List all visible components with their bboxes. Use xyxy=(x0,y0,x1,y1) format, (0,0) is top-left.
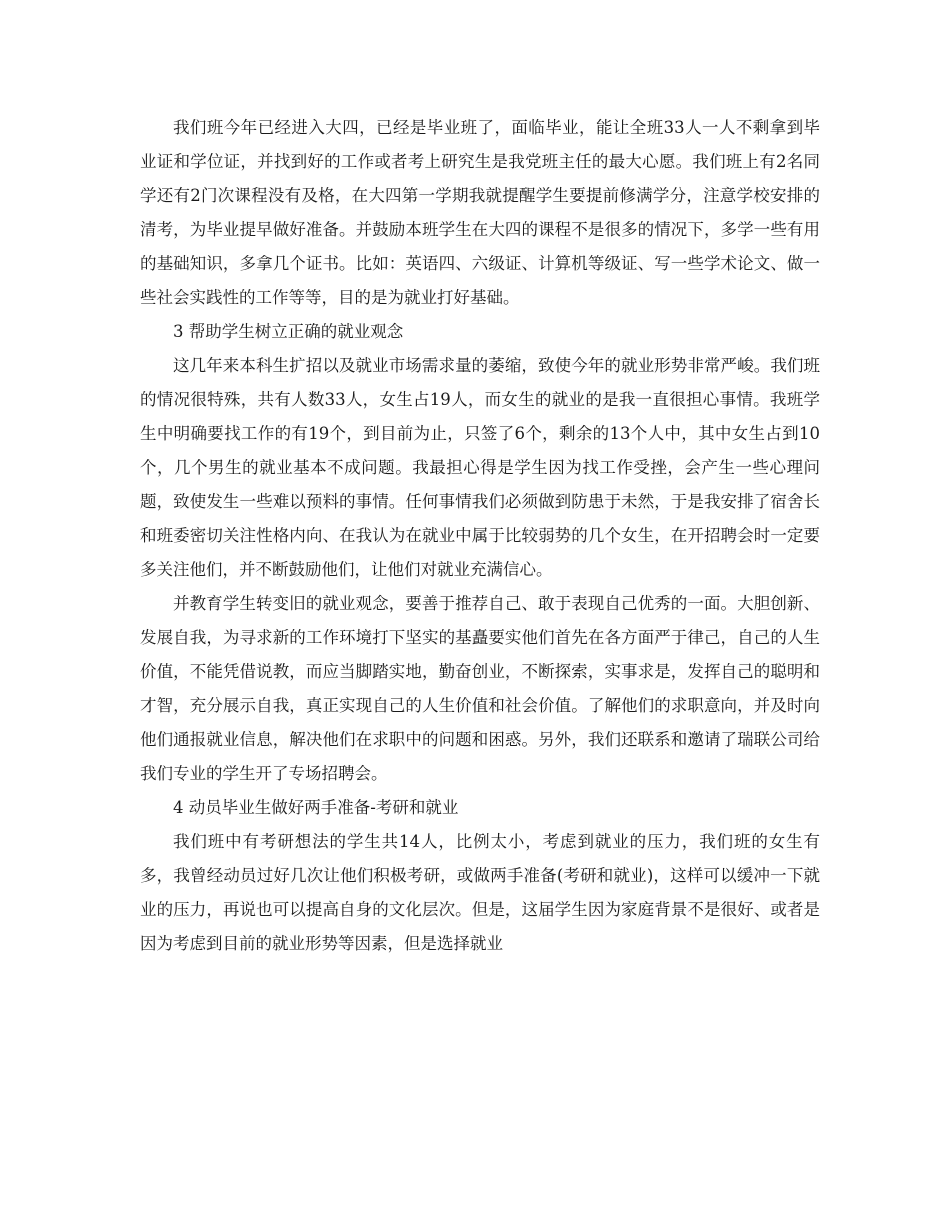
paragraph-employment-concept: 并教育学生转变旧的就业观念，要善于推荐自己、敢于表现自己优秀的一面。大胆创新、发展自我，为寻求新的工作环境打下坚实的基矗要实他们首先在各方面严于律己，自己的人生价值，不能凭借说教，而应当脚踏实地，勤奋创业，不断探索，实事求是，发挥自己的聪明和才智，充分展示自我，真正实现自己的人生价值和社会价值。了解他们的求职意向，并及时向他们通报就业信息，解决他们在求职中的问题和困惑。另外，我们还联系和邀请了瑞联公司给我们专业的学生开了专场招聘会。 xyxy=(140,594,820,783)
paragraph-employment-situation: 这几年来本科生扩招以及就业市场需求量的萎缩，致使今年的就业形势非常严峻。我们班的情况很特殊，共有人数33人，女生占19人，而女生的就业的是我一直很担心事情。我班学生中明确要找工作的有19个，到目前为止，只签了6个，剩余的13个人中，其中女生占到10个，几个男生的就业基本不成问题。我最担心得是学生因为找工作受挫，会产生一些心理问题，致使发生一些难以预料的事情。任何事情我们必须做到防患于未然，于是我安排了宿舍长和班委密切关注性格内向、在我认为在就业中属于比较弱势的几个女生，在开招聘会时一定要多关注他们，并不断鼓励他们，让他们对就业充满信心。 xyxy=(140,356,820,579)
document-body xyxy=(140,111,820,961)
section-heading-3: 3 帮助学生树立正确的就业观念 xyxy=(173,322,404,341)
paragraph-graduation-goals: 我们班今年已经进入大四，已经是毕业班了，面临毕业，能让全班33人一人不剩拿到毕业证和学位证，并找到好的工作或者考上研究生是我党班主任的最大心愿。我们班上有2名同学还有2门次课程没有及格，在大四第一学期我就提醒学生要提前修满学分，注意学校安排的清考，为毕业提早做好准备。并鼓励本班学生在大四的课程不是很多的情况下，多学一些有用的基础知识，多拿几个证书。比如：英语四、六级证、计算机等级证、写一些学术论文、做一些社会实践性的工作等等，目的是为就业打好基础。 xyxy=(140,118,820,307)
paragraph-exam-and-job: 我们班中有考研想法的学生共14人，比例太小，考虑到就业的压力，我们班的女生有多，我曾经动员过好几次让他们积极考研，或做两手准备(考研和就业)，这样可以缓冲一下就业的压力，再说也可以提高自身的文化层次。但是，这届学生因为家庭背景不是很好、或者是因为考虑到目前的就业形势等因素，但是选择就业 xyxy=(140,832,820,953)
section-heading-4: 4 动员毕业生做好两手准备-考研和就业 xyxy=(173,798,459,817)
